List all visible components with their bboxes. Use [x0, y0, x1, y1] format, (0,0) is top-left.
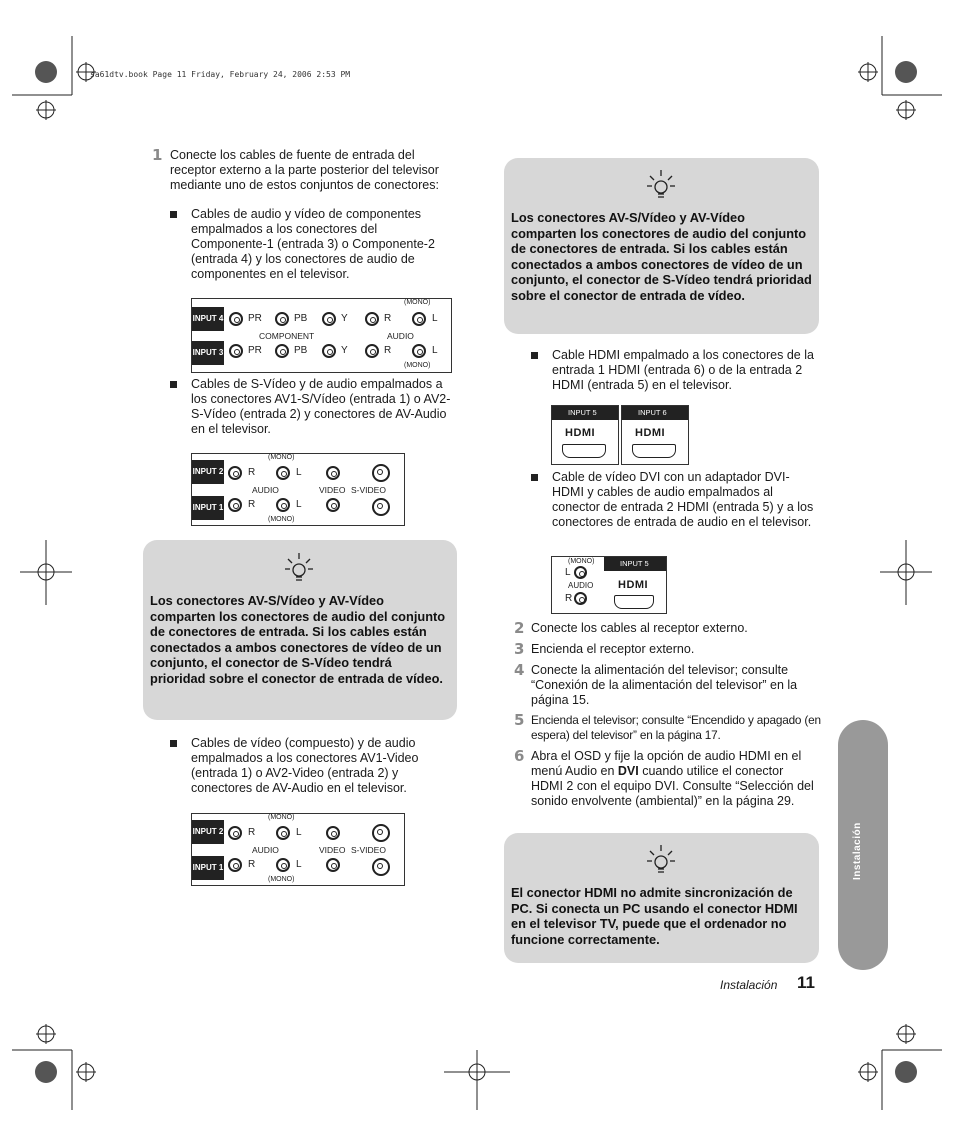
audio-label: AUDIO	[252, 485, 279, 495]
svideo-jack-icon	[372, 498, 390, 516]
input-label: INPUT 4	[192, 307, 224, 331]
jack-icon	[326, 826, 340, 840]
lightbulb-icon	[283, 551, 315, 585]
input-label: INPUT 5	[552, 406, 618, 420]
hdmi-logo: HDMI	[618, 579, 649, 591]
step-number: 2	[514, 619, 525, 637]
jack-icon	[412, 344, 426, 358]
section-side-tab	[838, 720, 888, 970]
input-label: INPUT 2	[192, 460, 224, 484]
jack-icon	[326, 858, 340, 872]
step-number: 1	[152, 146, 163, 164]
hdmi-input-panel	[551, 405, 619, 465]
port-label: L	[565, 567, 571, 578]
bullet-text: Cables de S-Vídeo y de audio empalmados a los conectores AV1-S/Vídeo (entrada 1) o AV2-S-Vídeo (entrada 2) y conectores de AV-Audio en el televisor.	[191, 377, 451, 436]
svideo-label: S-VIDEO	[351, 845, 386, 855]
dvi-input-panel	[551, 556, 667, 614]
jack-icon	[276, 826, 290, 840]
book-header: sa61dtv.book Page 11 Friday, February 24, 2006 2:53 PM	[90, 70, 351, 79]
jack-icon	[229, 344, 243, 358]
port-label: R	[384, 345, 392, 356]
jack-icon	[276, 498, 290, 512]
av-input-panel	[191, 813, 405, 886]
audio-label: AUDIO	[252, 845, 279, 855]
bullet-text: Cables de vídeo (compuesto) y de audio empalmados a los conectores AV1-Video (entrada 1) o AV2-Video (entrada 2) y conectores de AV-Audio en el televisor.	[191, 736, 419, 795]
svideo-jack-icon	[372, 824, 390, 842]
step-number: 3	[514, 640, 525, 658]
port-label: Y	[341, 345, 348, 356]
step-text: Conecte los cables al receptor externo.	[531, 621, 748, 635]
jack-icon	[275, 344, 289, 358]
port-label: PR	[248, 313, 262, 324]
bullet-marker	[531, 474, 538, 481]
port-label: L	[296, 827, 302, 838]
component-label: COMPONENT	[259, 331, 315, 341]
jack-icon	[574, 566, 587, 579]
audio-label: AUDIO	[387, 331, 414, 341]
av-input-panel	[191, 453, 405, 526]
lightbulb-icon	[645, 168, 677, 202]
mono-label: (MONO)	[268, 454, 295, 461]
port-label: L	[432, 313, 438, 324]
port-label: PB	[294, 313, 308, 324]
mono-label: (MONO)	[404, 362, 431, 369]
mono-label: (MONO)	[268, 876, 295, 883]
jack-icon	[365, 312, 379, 326]
jack-icon	[326, 498, 340, 512]
tip-text: Los conectores AV-S/Vídeo y AV-Vídeo comparten los conectores de audio del conjunto de conectores de entrada. Si los cables están conectados a ambos conectores de vídeo de un conjunto, el conector de S-Vídeo tendrá prioridad sobre el conector de entrada de vídeo.	[150, 593, 446, 686]
input-label: INPUT 1	[192, 856, 224, 880]
step-text: Conecte los cables de fuente de entrada del receptor externo a la parte posterior del televisor mediante uno de estos conjuntos de conectores:	[170, 148, 439, 192]
port-label: R	[248, 499, 256, 510]
hdmi-logo: HDMI	[565, 427, 596, 439]
svideo-jack-icon	[372, 858, 390, 876]
step-number: 5	[514, 711, 525, 729]
bullet-text: Cable de vídeo DVI con un adaptador DVI-HDMI y cables de audio empalmados al conector de entrada 2 HDMI (entrada 5) y a los conectores de entrada de audio en el televisor.	[552, 470, 814, 529]
jack-icon	[326, 466, 340, 480]
hdmi-port-icon	[562, 444, 606, 458]
jack-icon	[228, 466, 242, 480]
jack-icon	[228, 826, 242, 840]
jack-icon	[276, 858, 290, 872]
input-label: INPUT 3	[192, 341, 224, 365]
jack-icon	[228, 858, 242, 872]
page-number: 11	[797, 973, 815, 992]
port-label: L	[432, 345, 438, 356]
svideo-jack-icon	[372, 464, 390, 482]
footer-section-label: Instalación	[720, 978, 778, 992]
section-side-label: Instalación	[852, 822, 863, 880]
port-label: PB	[294, 345, 308, 356]
component-input-panel	[191, 298, 452, 373]
step-text: Encienda el televisor; consulte “Encendido y apagado (en espera) del televisor” en la página 17.	[531, 713, 821, 742]
hdmi-port-icon	[632, 444, 676, 458]
bullet-text: Cables de audio y vídeo de componentes empalmados a los conectores del Componente-1 (entrada 3) o Componente-2 (entrada 4) y los conectores de audio de componentes en el televisor.	[191, 207, 435, 281]
mono-label: (MONO)	[268, 814, 295, 821]
step-text: Encienda el receptor externo.	[531, 642, 695, 656]
port-label: L	[296, 859, 302, 870]
lightbulb-icon	[645, 843, 677, 877]
input-label: INPUT 2	[192, 820, 224, 844]
jack-icon	[228, 498, 242, 512]
jack-icon	[365, 344, 379, 358]
bullet-marker	[170, 211, 177, 218]
bullet-text: Cable HDMI empalmado a los conectores de la entrada 1 HDMI (entrada 6) o de la entrada 2 HDMI (entrada 5) en el televisor.	[552, 348, 814, 392]
port-label: L	[296, 499, 302, 510]
mono-label: (MONO)	[568, 558, 595, 565]
port-label: R	[248, 827, 256, 838]
hdmi-logo: HDMI	[635, 427, 666, 439]
svideo-label: S-VIDEO	[351, 485, 386, 495]
port-label: R	[248, 467, 256, 478]
hdmi-port-icon	[614, 595, 654, 609]
tip-text: Los conectores AV-S/Vídeo y AV-Vídeo comparten los conectores de audio del conjunto de conectores de entrada. Si los cables están conectados a ambos conectores de vídeo de un conjunto, el conector de S-Vídeo tendrá prioridad sobre el conector de entrada de vídeo.	[511, 210, 812, 303]
step-number: 4	[514, 661, 525, 679]
jack-icon	[276, 466, 290, 480]
jack-icon	[574, 592, 587, 605]
port-label: PR	[248, 345, 262, 356]
audio-label: AUDIO	[568, 581, 594, 590]
video-label: VIDEO	[319, 845, 346, 855]
step-number: 6	[514, 747, 525, 765]
port-label: Y	[341, 313, 348, 324]
mono-label: (MONO)	[404, 299, 431, 306]
mono-label: (MONO)	[268, 516, 295, 523]
jack-icon	[275, 312, 289, 326]
input-label: INPUT 1	[192, 496, 224, 520]
port-label: R	[384, 313, 392, 324]
tip-text: El conector HDMI no admite sincronización de PC. Si conecta un PC usando el conector HDMI en el televisor TV, puede que el ordenador no funcione correctamente.	[511, 885, 798, 947]
jack-icon	[322, 312, 336, 326]
input-label: INPUT 5	[604, 557, 666, 571]
jack-icon	[322, 344, 336, 358]
bullet-marker	[531, 352, 538, 359]
step-text: Conecte la alimentación del televisor; consulte “Conexión de la alimentación del televisor” en la página 15.	[531, 663, 798, 707]
port-label: L	[296, 467, 302, 478]
bullet-marker	[170, 740, 177, 747]
port-label: R	[565, 593, 573, 604]
jack-icon	[412, 312, 426, 326]
step-text: Abra el OSD y fije la opción de audio HDMI en el menú Audio en DVI cuando utilice el conector HDMI 2 con el equipo DVI. Consulte “Selección del sonido envolvente (ambiental)” en la página 29.	[531, 749, 814, 808]
port-label: R	[248, 859, 256, 870]
bullet-marker	[170, 381, 177, 388]
hdmi-input-panel	[621, 405, 689, 465]
jack-icon	[229, 312, 243, 326]
input-label: INPUT 6	[622, 406, 688, 420]
video-label: VIDEO	[319, 485, 346, 495]
